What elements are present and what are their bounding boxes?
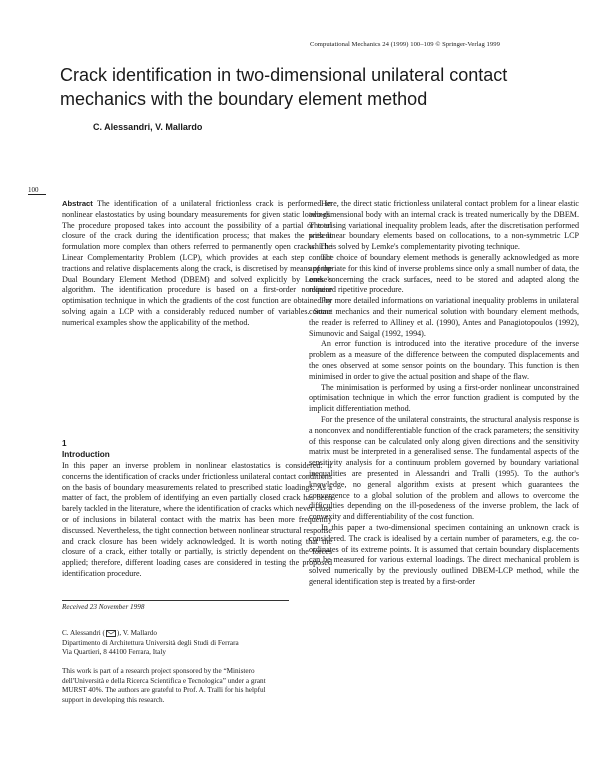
affiliation-authors — [62, 629, 302, 639]
paragraph: Here, the direct static frictionless unilateral contact problem for a linear elastic two-dimensional body with an internal crack is treated numerically by the DBEM. The arising variational inequality problem leads, after the discretisation performed with linear boundary elements based on collocations, to a non-symmetric LCP which is solved by Lemke's complementarity pivoting technique. — [309, 199, 579, 252]
abstract-text: The identification of a unilateral frictionless crack is performed in nonlinear elastostatics by using boundary measurements for given static loadings. The procedure proposed takes into account the possibility of a partial or total closure of the crack during the identification process; that makes the present formulation more complex than others referred to permanently open cracks. The Linear Complementarity Problem (LCP), which provides at each step contact tractions and relative displacements along the crack, is discretised by means of the Dual Boundary Element Method (DBEM) and solved explicitly by Lemke's algorithm. The identification procedure is based on a first-order nonlinear optimisation technique in which the gradients of the cost function are obtained by solving again a LCP with a considerably reduced number of variables. Some numerical examples show the applicability of the method. — [62, 199, 332, 327]
paragraph: The choice of boundary element methods is generally acknowledged as more appropriate for this kind of inverse problems since only a small number of data, the ones concerning the crack surfaces, need to be stored and adapted along the required ripetitive procedure. — [309, 252, 579, 295]
affiliation-address: Via Quartieri, 8 44100 Ferrara, Italy — [62, 648, 166, 657]
introduction-body — [62, 461, 332, 580]
envelope-icon — [106, 630, 116, 637]
paragraph: For the presence of the unilateral constraints, the structural analysis response is a nonconvex and nondifferentiable function of the crack parameters; the sensitivity of this response can be calculated only along given directions and the sensitivity matrix must be interpreted in a generalised sense. The fundamental aspects of the sensitivity analysis for a continuum problem governed by boundary variational inequalities are presented in Alessandri and Tralli (1995). To the author's knowledge, no general algorithm exists at present which guarantees the convergence to a global solution of the problem and allows to overcome the difficulties depending on the ill-posedeness of the inverse problem, the lack of convexity and differentiability of the cost function. — [309, 414, 579, 522]
abstract-label: Abstract — [62, 199, 93, 208]
paragraph: An error function is introduced into the iterative procedure of the inverse problem as a measure of the difference between the computed displacements and the ones observed at some sensor points on the boundary. This function is then minimised in order to give the actual position and shape of the flaw. — [309, 339, 579, 381]
affiliation-authors-part-a: C. Alessandri ( — [62, 629, 105, 637]
paragraph: The minimisation is performed by using a first-order nonlinear unconstrained optimisation technique in which the error function gradient is computed by the implicit differentiation method. — [309, 382, 579, 414]
page-number-rule — [28, 194, 46, 195]
paragraph: In this paper a two-dimensional specimen containing an unknown crack is considered. The crack is idealised by a certain number of parameters, e.g. the co-ordinates of its extreme points. It is assumed that certain boundary displacements can be measured for various external loadings. The direct mechanical problem is solved numerically by the previously outlined DBEM-LCP method, while the general identification step is treated by a first-order — [309, 522, 579, 586]
affiliation-department: Dipartimento di Architettura Università degli Studi di Ferrara — [62, 638, 239, 647]
introduction-paragraph: In this paper an inverse problem in nonlinear elastostatics is considered: it concerns the identification of cracks under frictionless unilateral contact conditions on the basis of boundary measurements related to prescribed static loadings. As a matter of fact, the problem of identifying an even partially closed crack has been barely tackled in the literature, where the identification of cracks which never close or of inclusions in bilateral contact with the matrix has been more frequently discussed. Nevertheless, the tight connection between nonlinear structural response and crack closure has been widely acknowledged. It is worth noting that the closure of a crack, either totally or partially, is strictly dependent on the forces applied; therefore, different loading cases are considered in testing the proposed identification procedure. — [62, 461, 332, 578]
paper-title: Crack identification in two-dimensional unilateral contact mechanics with the boundary element method — [60, 65, 508, 109]
journal-reference: Computational Mechanics 24 (1999) 100–109 © Springer-Verlag 1999 — [310, 41, 500, 48]
affiliation — [62, 629, 302, 658]
section-number: 1 — [62, 439, 67, 448]
received-date: Received 23 November 1998 — [62, 603, 145, 611]
right-column — [309, 199, 579, 588]
footnote-rule — [62, 600, 289, 601]
authors: C. Alessandri, V. Mallardo — [93, 122, 203, 132]
paragraph: For more detailed informations on variational inequality problems in unilateral contact mechanics and their numerical solution with boundary element methods, the reader is referred to Alliney et al. (1990), Antes and Panagiotopoulos (1992), Simunovic and Saigal (1992, 1994). — [309, 296, 579, 338]
page-number: 100 — [28, 186, 39, 194]
affiliation-authors-part-b: ), V. Mallardo — [116, 629, 157, 637]
acknowledgement: This work is part of a research project sponsored by the “Ministero dell'Università e della Ricerca Scientifica e Tecnologica” under a grant MURST 40%. The authors are grateful to Prof. A. Tralli for his helpful support in developing this research. — [62, 667, 266, 704]
abstract — [62, 199, 332, 329]
section-title: Introduction — [62, 450, 110, 459]
